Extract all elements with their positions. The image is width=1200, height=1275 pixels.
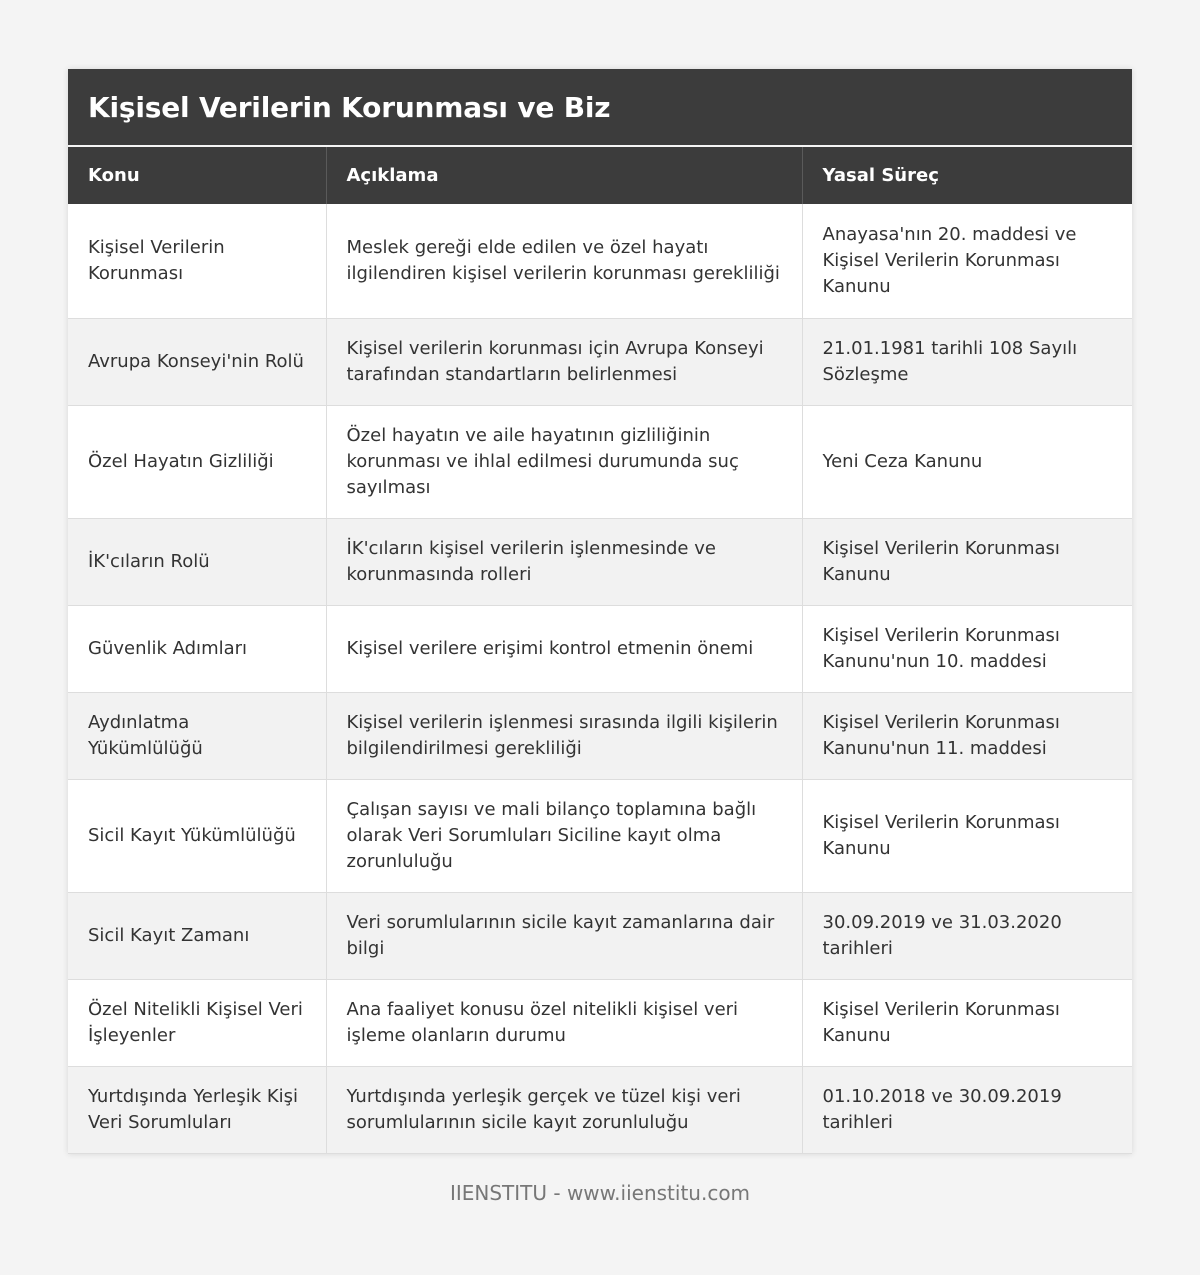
table-row xyxy=(68,779,1132,892)
cell-aciklama: İK'cıların kişisel verilerin işlenmesinde ve korunmasında rolleri xyxy=(326,518,802,605)
table-row xyxy=(68,1066,1132,1153)
table-row xyxy=(68,605,1132,692)
data-table xyxy=(68,145,1132,1154)
table-row xyxy=(68,405,1132,518)
cell-aciklama: Veri sorumlularının sicile kayıt zamanlarına dair bilgi xyxy=(326,892,802,979)
cell-konu: Aydınlatma Yükümlülüğü xyxy=(68,692,326,779)
cell-yasal-surec: Anayasa'nın 20. maddesi ve Kişisel Verilerin Korunması Kanunu xyxy=(802,204,1132,318)
cell-konu: Özel Nitelikli Kişisel Veri İşleyenler xyxy=(68,979,326,1066)
table-card xyxy=(68,69,1132,1154)
cell-yasal-surec: Yeni Ceza Kanunu xyxy=(802,405,1132,518)
cell-yasal-surec: Kişisel Verilerin Korunması Kanunu xyxy=(802,518,1132,605)
cell-aciklama: Kişisel verilere erişimi kontrol etmenin önemi xyxy=(326,605,802,692)
cell-yasal-surec: Kişisel Verilerin Korunması Kanunu'nun 10. maddesi xyxy=(802,605,1132,692)
cell-konu: Kişisel Verilerin Korunması xyxy=(68,204,326,318)
table-row xyxy=(68,518,1132,605)
title-bar xyxy=(68,69,1132,145)
table-row xyxy=(68,318,1132,405)
column-header-konu: Konu xyxy=(68,146,326,204)
cell-yasal-surec: Kişisel Verilerin Korunması Kanunu'nun 11. maddesi xyxy=(802,692,1132,779)
cell-konu: Yurtdışında Yerleşik Kişi Veri Sorumluları xyxy=(68,1066,326,1153)
column-header-aciklama: Açıklama xyxy=(326,146,802,204)
cell-yasal-surec: Kişisel Verilerin Korunması Kanunu xyxy=(802,979,1132,1066)
table-row xyxy=(68,892,1132,979)
cell-konu: Avrupa Konseyi'nin Rolü xyxy=(68,318,326,405)
column-header-yasal-surec: Yasal Süreç xyxy=(802,146,1132,204)
cell-konu: Sicil Kayıt Yükümlülüğü xyxy=(68,779,326,892)
cell-konu: Güvenlik Adımları xyxy=(68,605,326,692)
cell-yasal-surec: 01.10.2018 ve 30.09.2019 tarihleri xyxy=(802,1066,1132,1153)
table-row xyxy=(68,204,1132,318)
cell-aciklama: Kişisel verilerin korunması için Avrupa Konseyi tarafından standartların belirlenmesi xyxy=(326,318,802,405)
cell-aciklama: Yurtdışında yerleşik gerçek ve tüzel kişi veri sorumlularının sicile kayıt zorunluluğu xyxy=(326,1066,802,1153)
cell-aciklama: Ana faaliyet konusu özel nitelikli kişisel veri işleme olanların durumu xyxy=(326,979,802,1066)
cell-konu: İK'cıların Rolü xyxy=(68,518,326,605)
cell-konu: Özel Hayatın Gizliliği xyxy=(68,405,326,518)
cell-yasal-surec: Kişisel Verilerin Korunması Kanunu xyxy=(802,779,1132,892)
cell-aciklama: Meslek gereği elde edilen ve özel hayatı ilgilendiren kişisel verilerin korunması gerekliliği xyxy=(326,204,802,318)
cell-aciklama: Kişisel verilerin işlenmesi sırasında ilgili kişilerin bilgilendirilmesi gerekliliği xyxy=(326,692,802,779)
cell-yasal-surec: 30.09.2019 ve 31.03.2020 tarihleri xyxy=(802,892,1132,979)
page-title: Kişisel Verilerin Korunması ve Biz xyxy=(88,90,611,124)
cell-konu: Sicil Kayıt Zamanı xyxy=(68,892,326,979)
footer-credit: IIENSTITU - www.iienstitu.com xyxy=(449,1181,751,1205)
table-row xyxy=(68,692,1132,779)
table-header-row xyxy=(68,146,1132,204)
cell-aciklama: Özel hayatın ve aile hayatının gizliliğinin korunması ve ihlal edilmesi durumunda suç sayılması xyxy=(326,405,802,518)
cell-aciklama: Çalışan sayısı ve mali bilanço toplamına bağlı olarak Veri Sorumluları Siciline kayıt olma zorunluluğu xyxy=(326,779,802,892)
table-row xyxy=(68,979,1132,1066)
cell-yasal-surec: 21.01.1981 tarihli 108 Sayılı Sözleşme xyxy=(802,318,1132,405)
